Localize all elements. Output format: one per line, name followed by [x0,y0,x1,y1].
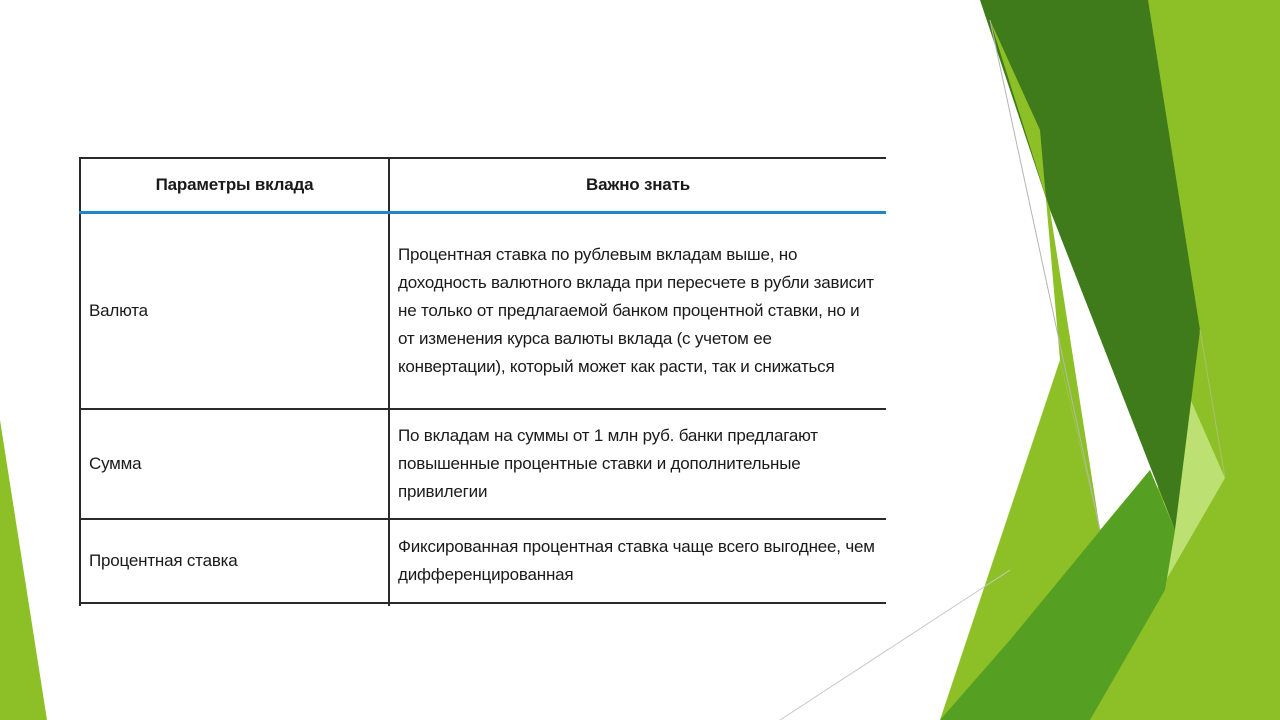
row-note-currency: Процентная ставка по рублевым вкладам выше, но доходность валютного вклада при пересчете в рубли зависит не только от предлагаемой банком процентной ставки, но и от изменения курса валюты вклада (с учетом ее конвертации), который может как расти, так и снижаться [389,213,886,410]
table-header-row [80,158,886,213]
row-parameter-sum: Сумма [80,409,389,519]
header-important: Важно знать [389,158,886,213]
table-row [80,519,886,603]
table-row-cut [80,603,886,606]
deposit-table [79,157,886,606]
row-cut-left [80,603,389,606]
row-note-sum: По вкладам на суммы от 1 млн руб. банки предлагают повышенные процентные ставки и дополнительные привилегии [389,409,886,519]
row-note-rate: Фиксированная процентная ставка чаще всего выгоднее, чем дифференцированная [389,519,886,603]
row-parameter-rate: Процентная ставка [80,519,389,603]
left-green-shape [0,420,47,720]
row-cut-right [389,603,886,606]
table-row [80,213,886,410]
table-row [80,409,886,519]
header-parameters: Параметры вклада [80,158,389,213]
deposit-table-container [79,157,886,606]
row-parameter-currency: Валюта [80,213,389,410]
